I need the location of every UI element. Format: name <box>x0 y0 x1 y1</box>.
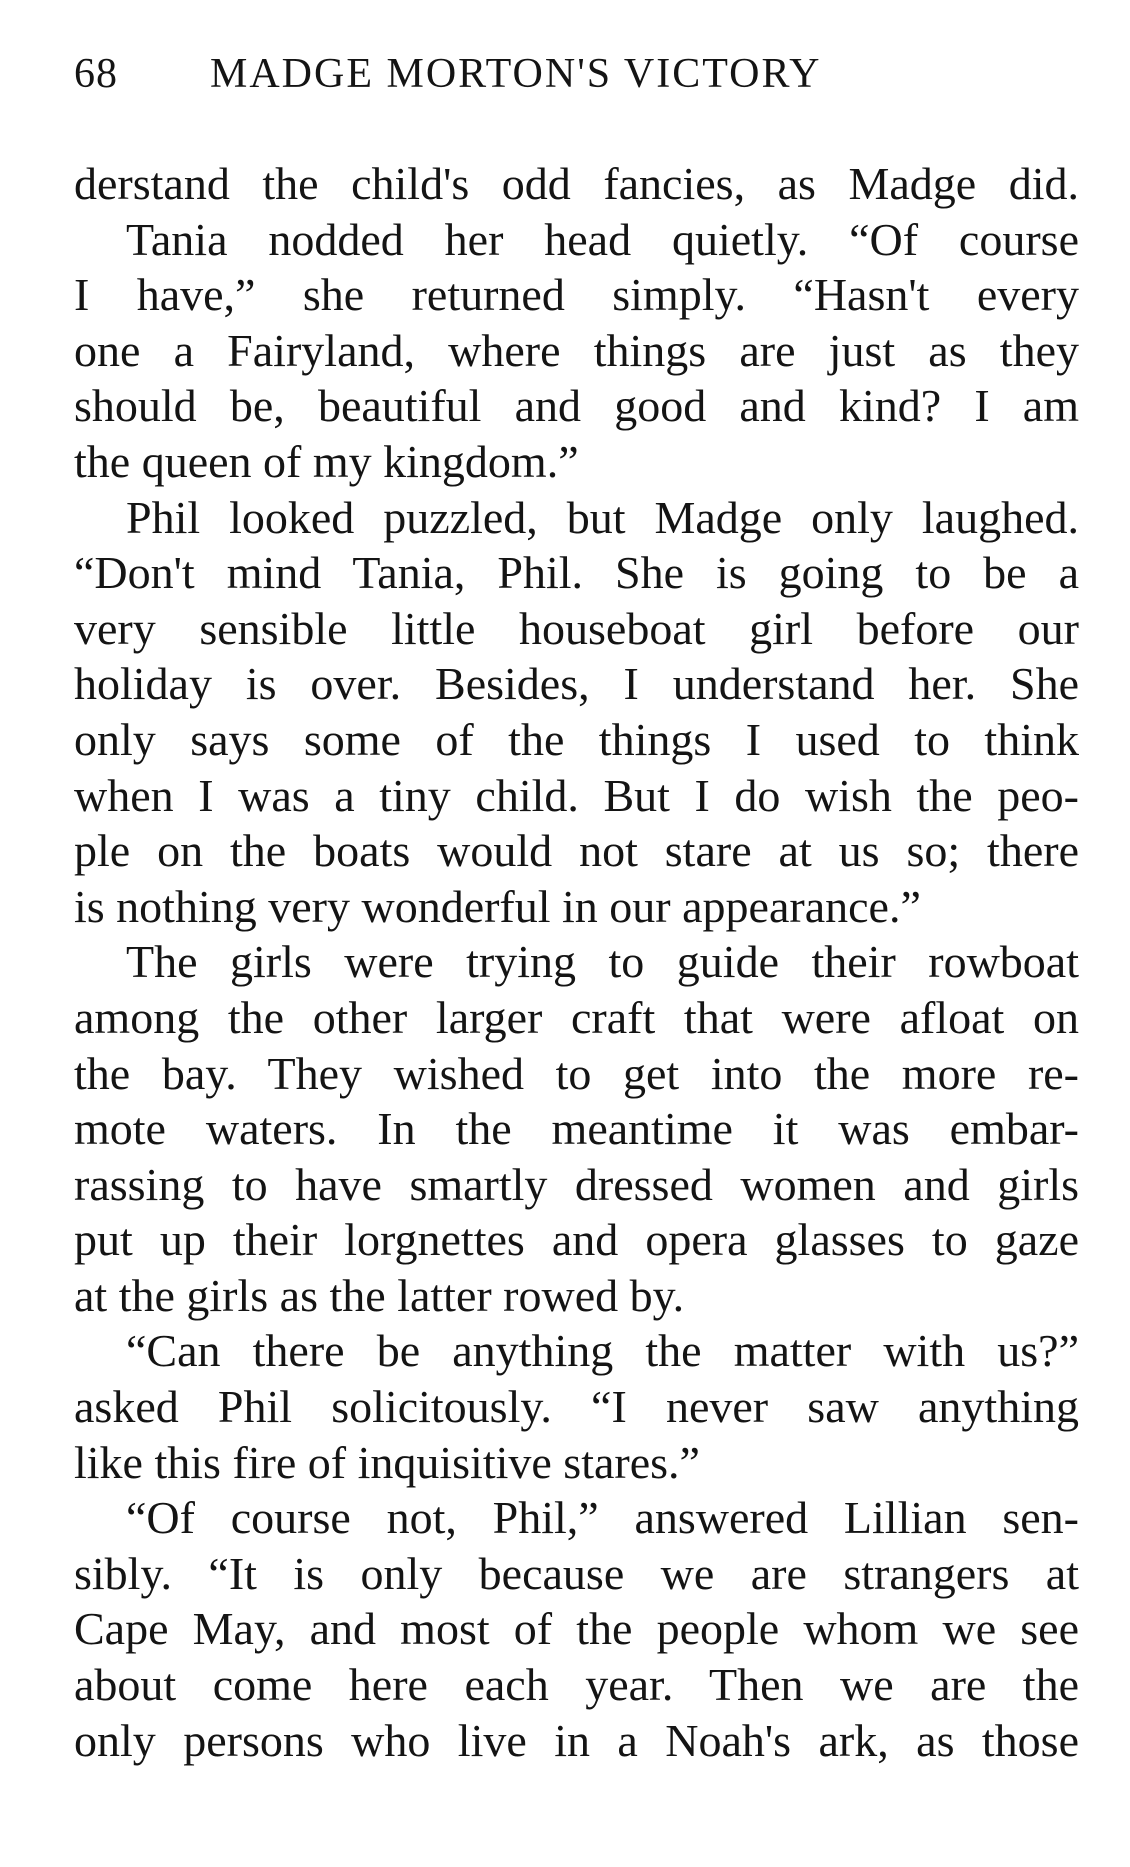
text-line: rassing to have smartly dressed women and girls <box>74 1158 1079 1210</box>
text-line: asked Phil solicitously. “I never saw anything <box>74 1381 1079 1433</box>
text-line: holiday is over. Besides, I understand her. She <box>74 658 1079 710</box>
text-line: the queen of my kingdom.” <box>74 435 579 487</box>
body-text <box>74 156 1079 1768</box>
text-line: should be, beautiful and good and kind? I am <box>74 380 1079 432</box>
text-line: The girls were trying to guide their rowboat <box>126 936 1079 988</box>
text-line: about come here each year. Then we are the <box>74 1659 1079 1711</box>
text-line: very sensible little houseboat girl before our <box>74 602 1079 654</box>
text-line: at the girls as the latter rowed by. <box>74 1269 685 1321</box>
text-line: ple on the boats would not stare at us so; there <box>74 825 1079 877</box>
text-line: like this fire of inquisitive stares.” <box>74 1436 700 1488</box>
page-number: 68 <box>74 51 118 97</box>
text-line: Phil looked puzzled, but Madge only laughed. <box>126 491 1079 543</box>
text-line: only persons who live in a Noah's ark, as those <box>74 1714 1079 1766</box>
text-line: the bay. They wished to get into the more re- <box>74 1047 1079 1099</box>
text-line: “Of course not, Phil,” answered Lillian sen- <box>126 1492 1079 1544</box>
text-line: put up their lorgnettes and opera glasses to gaze <box>74 1214 1079 1266</box>
book-title: MADGE MORTON'S VICTORY <box>210 51 822 97</box>
text-line: Tania nodded her head quietly. “Of course <box>126 213 1079 265</box>
text-line: I have,” she returned simply. “Hasn't every <box>74 269 1079 321</box>
running-head <box>74 44 1074 104</box>
text-line: mote waters. In the meantime it was embar- <box>74 1103 1079 1155</box>
text-line: when I was a tiny child. But I do wish the peo- <box>74 769 1079 821</box>
text-line: “Don't mind Tania, Phil. She is going to be a <box>74 547 1079 599</box>
text-line: sibly. “It is only because we are strangers at <box>74 1547 1079 1599</box>
text-line: only says some of the things I used to think <box>74 713 1079 765</box>
text-line: among the other larger craft that were afloat on <box>74 991 1079 1043</box>
text-line: Cape May, and most of the people whom we see <box>74 1603 1079 1655</box>
text-line: “Can there be anything the matter with us?” <box>126 1325 1079 1377</box>
text-line: derstand the child's odd fancies, as Madge did. <box>74 158 1079 209</box>
text-line: one a Fairyland, where things are just as they <box>74 324 1079 376</box>
text-line: is nothing very wonderful in our appearance.” <box>74 880 921 932</box>
